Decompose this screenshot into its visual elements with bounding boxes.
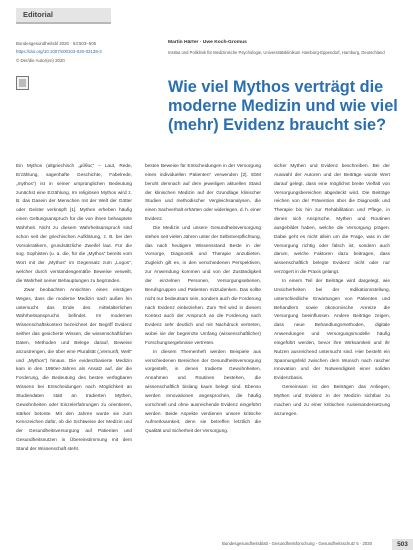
paragraph: sicher Mythen und Evidenz beschreiben. Bei der Auswahl der Autoren und der Beiträge wurde Wert darauf gelegt, dass eine möglichst breite Vielfalt von Versorgungsbereichen abgedeckt wird. Die Beiträge reichen von der Prävention über die Diagnostik und Therapie bis hin zur Rehabilitation und Pflege, in denen sich Ansprüche, Mythen und Routinen ausgebildet haben, welche die Versorgung prägen. Dabei geht es nicht allein um die Frage, was in der Versorgung richtig oder falsch ist, sondern auch darum, welche Faktoren dazu beitragen, dass wissenschaftlich belegte Evidenz nicht oder nur verzögert in die Praxis gelangt. <box>274 164 390 276</box>
paragraph: In einem Teil der Beiträge wird dargelegt, wie Unsicherheiten bei der Indikationsstellung, unterschiedliche Erwartungen von Patienten und Behandlern sowie ökonomische Anreize die Versorgung beeinflussen. Andere Beiträge zeigen, dass neue Behandlungsmethoden, digitale Anwendungen und Versorgungsmodelle häufig eingeführt werden, bevor ihre Wirksamkeit und ihr Nutzen ausreichend untersucht sind. Hier besteht ein Spannungsfeld zwischen dem Wunsch nach rascher Innovation und der Notwendigkeit einer soliden Evidenzbasis. <box>274 278 390 382</box>
body-column-3 <box>274 163 390 419</box>
page-number: 503 <box>392 539 413 550</box>
body-column-2 <box>145 163 261 437</box>
section-tab <box>16 8 111 24</box>
copyright-notice: © Der/die Autor(en) 2020 <box>16 57 65 63</box>
doi-link[interactable]: https://doi.org/10.1007/s00103-020-03138-3 <box>16 49 102 55</box>
journal-reference: Bundesgesundheitsbl 2020 · 63:503–505 <box>16 41 97 46</box>
affiliation: Institut und Poliklinik für Medizinische Psychologie, Universitätsklinikum Hamburg-Eppendorf, Hamburg, Deutschland <box>168 50 385 55</box>
page-footer <box>0 539 413 550</box>
article-title: Wie viel Mythos verträgt die moderne Medizin und wie viel (mehr) Evidenz braucht sie? <box>168 78 398 134</box>
paragraph: Ein Mythos (altgriechisch „μῦθος“ – Laut, Rede, Erzählung, sagenhafte Geschichte, Fabelrede, „mythos“) ist in seiner ursprünglichen Bedeutung zunächst eine Erzählung. Im religiösen Mythos wird z. B. das Dasein der Menschen mit der Welt der Götter oder Geister verknüpft [1]. Mythen erheben häufig einen Geltungsanspruch für die von ihnen behauptete Wahrheit. Nicht zu diesem Wahrheitsanspruch sind schon seit der griechischen Aufklärung, z. B. bei den Vorsokratikern, grundsätzliche Zweifel laut. Für die sog. Sophisten (u. a. die, für die „Mythos“ bereits vom Wort mit der „Mythos“ im Gegensatz zum „Logos“, welcher durch verstandesgemäße Beweise verweilt, die Wahrheit seiner Behauptungen zu begründen. <box>16 164 132 284</box>
authors: Martin Härter · Uwe Koch-Gromus <box>168 40 247 45</box>
paragraph: besten Beweise für Entscheidungen in der Versorgung eines individuellen Patienten“ verwenden [2]. EbM beruht demnach auf dem jeweiligen aktuellen Stand der klinischen Medizin auf der Grundlage klinischer Studien und methodischer Vergleichsanalysen, die einen Sachverhalt erhärten oder widerlegen, d. h. einer Evidenz. <box>145 164 261 223</box>
paragraph: Die Medizin und unsere Gesundheitsversorgung stehen seit vielen Jahren unter der Selbstverpflichtung, das nach heutigem Wissensstand Beste in der Vorsorge, Diagnostik und Therapie anzubieten. Zugleich gilt es, in den verschiedenen Perspektiven, zur Anwendung kommen und von der Zuständigkeit der einzelnen Personen, Versorgungsebenen, Berufsgruppen und Patienten mitzudenken. Das sollte nicht nur bedeutsam sein, sondern auch die Forderung nach Evidenz einbeziehen. Zum Teil wird in diesem Kontext auch der Anspruch an die Forderung nach Evidenz sehr deutlich und mit Nachdruck vertreten, wobei sie der begrenzte Umfang (wissenschaftlicher) Forschungsergebnisse vertreten. <box>145 225 261 346</box>
footer-journal: Bundesgesundheitsblatt - Gesundheitsforschung - Gesundheitsschutz 5 · 2020 <box>222 541 373 546</box>
body-column-1 <box>16 163 132 455</box>
paragraph: Gemeinsam ist den Beiträgen das Anliegen, Mythen und Evidenz in der Medizin sichtbar zu machen und zu einer kritischen Auseinandersetzung anzuregen. <box>274 385 390 417</box>
open-access-icon <box>16 76 29 90</box>
article-meta <box>16 40 102 65</box>
paragraph: Zwar beobachten Ansichten eines einstigen Weges, dass die moderne Medizin nach außen hin untersucht das Ende des mittelalterlichen Wahrheitsanspruchs befindet. Im modernen Wissenschaftskontext bezeichnet der Begriff Evidenz seither das gesicherte Wissen, die wissenschaftlichen Daten, Methoden und Belege darauf, Beweise anzustrengen, die über eine Pluralität („Vernunft, Welt“ und „Mythos“) hinaus. Die evidenzbasierte Medizin kam in den 1990er-Jahren als Ansatz auf, der die Forderung, die Bedeutung des besten verfügbaren Wissens bei Entscheidungen nach Möglichkeit an Studiendaten statt an tradierten Mythen, Gewohnheiten oder Einzelerfahrungen zu orientieren, stärker betonte. Mit den Jahren wurde sie zum Kennzeichen dafür, ob die Sichtweise der Medizin und der Gesundheitsversorgung auf Patienten und Gesundheitsnutzen in Übereinstimmung mit dem Stand der Wissenschaft steht. <box>16 287 132 452</box>
section-label: Editorial <box>23 10 54 19</box>
paragraph: In diesem Themenheft werden Beispiele aus verschiedenen Bereichen der Gesundheitsversorgung vorgestellt, in denen tradierte Gewohnheiten, Annahmen und Routinen bestehen, die wissenschaftlich bislang kaum belegt sind. Ebenso werden Innovationen angesprochen, die häufig vorschnell und ohne ausreichende Evidenz eingeführt werden. Beide Aspekte verdienen unsere kritische Aufmerksamkeit, denn sie betreffen letztlich die Qualität und Sicherheit der Versorgung. <box>145 349 261 435</box>
